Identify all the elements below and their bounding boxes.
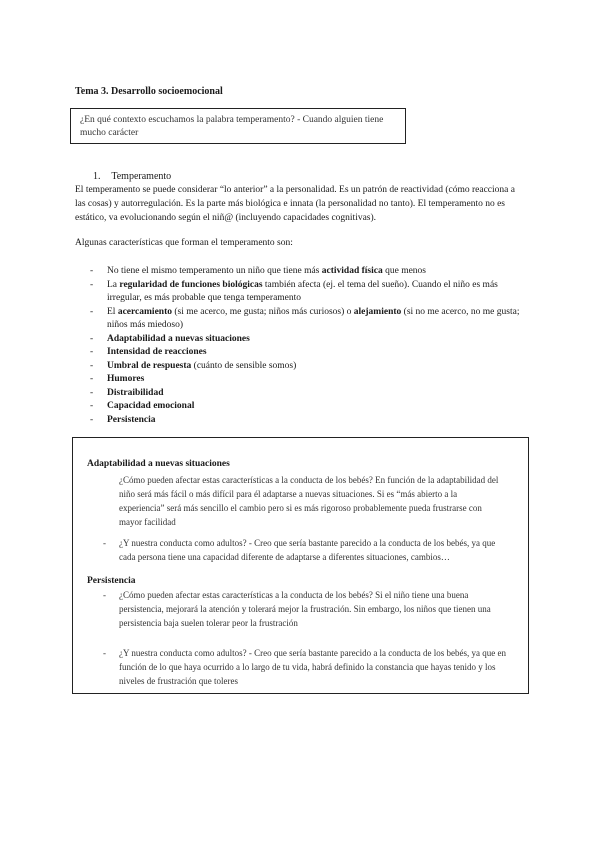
persistence-heading: Persistencia [87,576,136,586]
list-item [75,333,520,347]
list-item-text: Distraibilidad [107,387,164,398]
temperament-paragraph: El temperamento se puede considerar “lo anterior” a la personalidad. Es un patrón de reactividad (cómo reacciona a las cosas) y autorregulación. Es la parte más biológica e innata (la personalidad no tanto). El temperamento no es estático, va evolucionando según el niñ@ (incluyendo capacidades cognitivas). [75,185,515,223]
characteristics-intro: Algunas características que forman el temperamento son: [75,238,293,248]
list-item-text: Humores [107,374,145,384]
list-item [75,387,520,401]
list-dash: - [90,266,94,276]
list-dash: - [90,306,94,317]
list-item [75,265,520,279]
persistence-answer-babies: ¿Cómo pueden afectar estas características a la conducta de los bebés? Si el niño tiene una buena persistencia, mejorará la atención y tolerará mejor la frustración. Sin embargo, los niños que tienen una persistencia baja suelen tolerar peor la frustración [119,590,491,628]
list-item [75,414,520,428]
section-number: 1. [93,171,101,182]
adaptability-heading: Adaptabilidad a nuevas situaciones [87,459,230,469]
list-dash: - [90,279,94,290]
list-item-text: El acercamiento (si me acerco, me gusta; niños más curiosos) o alejamiento (si no me acerco, no me gusta; niños más miedoso) [107,306,520,330]
list-item-text: Capacidad emocional [107,401,195,411]
section-title: Temperamento [111,171,172,182]
list-dash: - [90,414,94,425]
list-dash: - [103,538,106,548]
characteristics-list [75,265,520,427]
list-dash: - [90,333,94,344]
list-dash: - [90,401,94,411]
list-item [75,400,520,414]
list-item-text: Intensidad de reacciones [107,347,207,357]
answers-box [72,437,529,694]
list-item-text: La regularidad de funciones biológicas también afecta (ej. el tema del sueño). Cuando el niño es más irregular, es más probable que tenga temperamento [107,279,498,303]
question-box: ¿En qué contexto escuchamos la palabra temperamento? - Cuando alguien tiene mucho carácter [70,108,406,144]
list-item [75,373,520,387]
list-item-text: Adaptabilidad a nuevas situaciones [107,333,250,344]
list-item [75,346,520,360]
list-dash: - [90,387,94,398]
list-item-text: Persistencia [107,414,156,425]
adaptability-answer-adults: ¿Y nuestra conducta como adultos? - Creo que sería bastante parecido a la conducta de los bebés, ya que cada persona tiene una capacidad diferente de adaptarse a diferentes situaciones, cambios… [119,538,496,562]
section-heading [93,171,171,182]
list-item-text: No tiene el mismo temperamento un niño que tiene más actividad física que menos [107,266,427,276]
list-item [75,279,520,306]
adaptability-answer-babies: ¿Cómo pueden afectar estas características a la conducta de los bebés? En función de la adaptabilidad del niño será más fácil o más difícil para él adaptarse a nuevas situaciones. Si es “más abierto a la experiencia” será más sencillo el cambio pero si es más rigoroso probablemente pueda frustrarse con mayor facilidad [119,475,499,527]
list-dash: - [90,360,94,371]
list-item [75,360,520,374]
list-item [75,306,520,333]
document-title: Tema 3. Desarrollo socioemocional [75,86,223,97]
list-dash: - [90,374,94,384]
list-dash: - [103,590,106,600]
list-dash: - [103,648,106,658]
list-dash: - [90,347,94,357]
persistence-answer-adults: ¿Y nuestra conducta como adultos? - Creo que sería bastante parecido a la conducta de los bebés, ya que en función de lo que haya ocurrido a lo largo de tu vida, habrá definido la constancia que hayas tenido y los niveles de frustración que toleres [119,648,507,686]
list-item-text: Umbral de respuesta (cuánto de sensible somos) [107,360,297,371]
